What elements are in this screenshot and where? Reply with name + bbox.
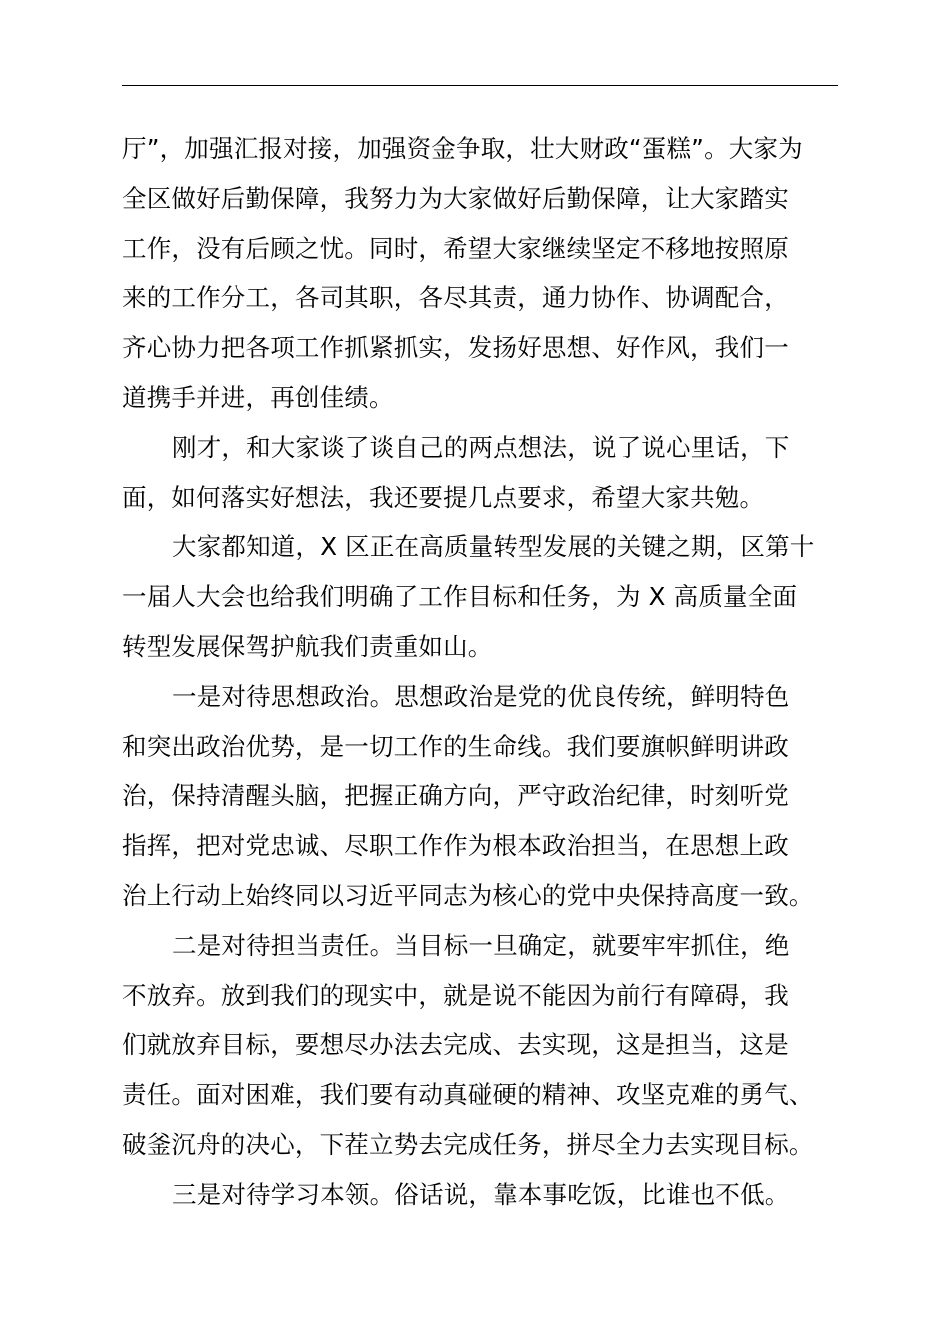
text-line: 不放弃。放到我们的现实中，就是说不能因为前行有障碍，我 xyxy=(122,980,789,1010)
text-line: 责任。面对困难，我们要有动真碰硬的精神、攻坚克难的勇气、 xyxy=(122,1080,814,1110)
text-line: 治上行动上始终同以习近平同志为核心的党中央保持高度一致。 xyxy=(122,880,814,910)
text-line: 大家都知道，X 区正在高质量转型发展的关键之期，区第十 xyxy=(172,532,815,562)
text-line: 们就放弃目标，要想尽办法去完成、去实现，这是担当，这是 xyxy=(122,1030,789,1060)
text-line: 一届人大会也给我们明确了工作目标和任务，为 X 高质量全面 xyxy=(122,582,798,612)
text-line: 治，保持清醒头脑，把握正确方向，严守政治纪律，时刻听党 xyxy=(122,781,789,811)
text-line: 全区做好后勤保障，我努力为大家做好后勤保障，让大家踏实 xyxy=(122,183,789,213)
text-line: 破釜沉舟的决心，下茬立势去完成任务，拼尽全力去实现目标。 xyxy=(122,1129,814,1159)
text-line: 三是对待学习本领。俗话说，靠本事吃饭，比谁也不低。 xyxy=(172,1179,790,1209)
document-body xyxy=(122,124,852,1220)
text-line: 指挥，把对党忠诚、尽职工作作为根本政治担当，在思想上政 xyxy=(122,831,789,861)
text-line: 刚才，和大家谈了谈自己的两点想法，说了说心里话，下 xyxy=(172,432,790,462)
text-line: 来的工作分工，各司其职，各尽其责，通力协作、协调配合， xyxy=(122,283,789,313)
text-line: 面，如何落实好想法，我还要提几点要求，希望大家共勉。 xyxy=(122,482,765,512)
text-line: 厅”，加强汇报对接，加强资金争取，壮大财政“蛋糕”。大家为 xyxy=(122,134,803,163)
text-line: 和突出政治优势，是一切工作的生命线。我们要旗帜鲜明讲政 xyxy=(122,731,789,761)
text-line: 二是对待担当责任。当目标一旦确定，就要牢牢抓住，绝 xyxy=(172,930,790,960)
header-rule xyxy=(122,85,838,86)
text-line: 工作，没有后顾之忧。同时，希望大家继续坚定不移地按照原 xyxy=(122,233,789,263)
text-line: 一是对待思想政治。思想政治是党的优良传统，鲜明特色 xyxy=(172,681,790,711)
text-line: 转型发展保驾护航我们责重如山。 xyxy=(122,631,493,661)
text-line: 道携手并进，再创佳绩。 xyxy=(122,382,394,412)
text-line: 齐心协力把各项工作抓紧抓实，发扬好思想、好作风，我们一 xyxy=(122,333,789,363)
